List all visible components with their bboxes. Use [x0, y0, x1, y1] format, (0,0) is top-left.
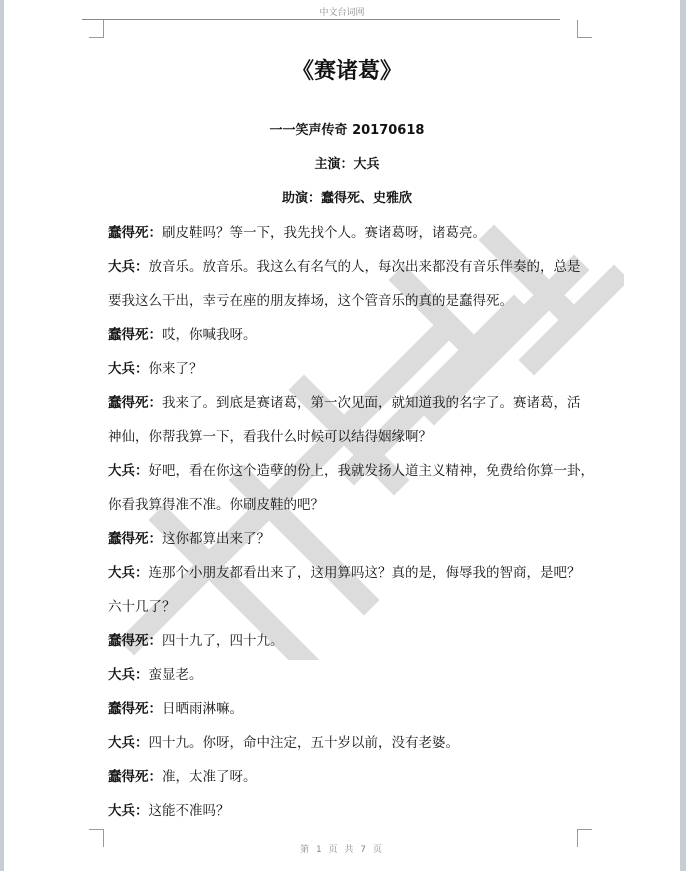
dialogue-text: 连那个小朋友都看出来了，这用算吗这？真的是，侮辱我的智商，是吧？ — [148, 565, 581, 581]
lead-actor: 主演：大兵 — [314, 157, 380, 172]
speaker-name: 大兵： — [108, 803, 149, 819]
speaker-name: 蠢得死： — [108, 395, 162, 411]
margin-corner-top-right — [577, 20, 592, 38]
dialogue-text: 刷皮鞋吗？等一下，我先找个人。赛诸葛呀，诸葛亮。 — [162, 225, 486, 241]
speaker-name: 蠢得死： — [108, 701, 162, 717]
speaker-name: 大兵： — [108, 259, 149, 275]
supporting-actors: 助演：蠢得死、史雅欣 — [281, 191, 412, 206]
dialogue-text: 哎，你喊我呀。 — [162, 327, 257, 343]
dialogue-text: 你看我算得准不准。你刷皮鞋的吧？ — [108, 497, 324, 513]
dialogue-line — [108, 628, 586, 662]
dialogue-line — [108, 356, 586, 390]
speaker-name: 蠢得死： — [108, 327, 162, 343]
speaker-name: 大兵： — [108, 361, 149, 377]
dialogue-line — [108, 662, 586, 696]
dialogue-line — [108, 764, 586, 798]
document-subtitle: 一一笑声传奇 20170618 — [269, 123, 425, 138]
dialogue-text: 六十几了？ — [108, 599, 176, 615]
page-number-footer: 第 1 页 共 7 页 — [300, 845, 384, 855]
speaker-name: 蠢得死： — [108, 769, 162, 785]
dialogue-text: 这能不准吗？ — [148, 803, 230, 819]
speaker-name: 大兵： — [108, 463, 149, 479]
dialogue-text: 四十九。你呀，命中注定，五十岁以前，没有老婆。 — [148, 735, 459, 751]
dialogue-text: 四十九了，四十九。 — [162, 633, 284, 649]
speaker-name: 蠢得死： — [108, 633, 162, 649]
dialogue-text: 准，太准了呀。 — [162, 769, 257, 785]
document-title: 《赛诸葛》 — [291, 58, 402, 84]
dialogue-line — [108, 220, 586, 254]
document-body — [108, 50, 594, 832]
dialogue-text: 日晒雨淋嘛。 — [162, 701, 243, 717]
margin-corner-top-left — [89, 20, 104, 38]
speaker-name: 大兵： — [108, 735, 149, 751]
dialogue-text: 要我这么干出，幸亏在座的朋友捧场，这个管音乐的真的是蠢得死。 — [108, 293, 513, 309]
dialogue-text: 蛮显老。 — [148, 667, 203, 683]
dialogue-text: 神仙，你帮我算一下，看我什么时候可以结得姻缘啊？ — [108, 429, 432, 445]
dialogue-line — [108, 526, 586, 560]
dialogue-line — [108, 424, 586, 458]
dialogue-line — [108, 390, 586, 424]
dialogue-line — [108, 322, 586, 356]
dialogue-line — [108, 458, 594, 492]
speaker-name: 大兵： — [108, 565, 149, 581]
page-header: 中文台词网 — [319, 8, 365, 18]
dialogue-text: 你来了？ — [148, 361, 203, 377]
dialogue-line — [108, 492, 586, 526]
document-page — [4, 0, 680, 871]
speaker-name: 蠢得死： — [108, 531, 162, 547]
dialogue-line — [108, 254, 586, 288]
dialogue-line — [108, 798, 586, 832]
dialogue-line — [108, 730, 586, 764]
dialogue-text: 放音乐。放音乐。我这么有名气的人，每次出来都没有音乐伴奏的，总是 — [148, 259, 581, 275]
dialogue-line — [108, 594, 586, 628]
dialogue-line — [108, 288, 586, 322]
dialogue-text: 这你都算出来了？ — [162, 531, 270, 547]
speaker-name: 蠢得死： — [108, 225, 162, 241]
dialogue-text: 我来了。到底是赛诸葛，第一次见面，就知道我的名字了。赛诸葛，活 — [162, 395, 581, 411]
header-rule — [82, 19, 560, 20]
dialogue-text: 好吧，看在你这个造孽的份上，我就发扬人道主义精神，免费给你算一卦， — [148, 463, 594, 479]
dialogue-line — [108, 560, 586, 594]
dialogue-line — [108, 696, 586, 730]
speaker-name: 大兵： — [108, 667, 149, 683]
